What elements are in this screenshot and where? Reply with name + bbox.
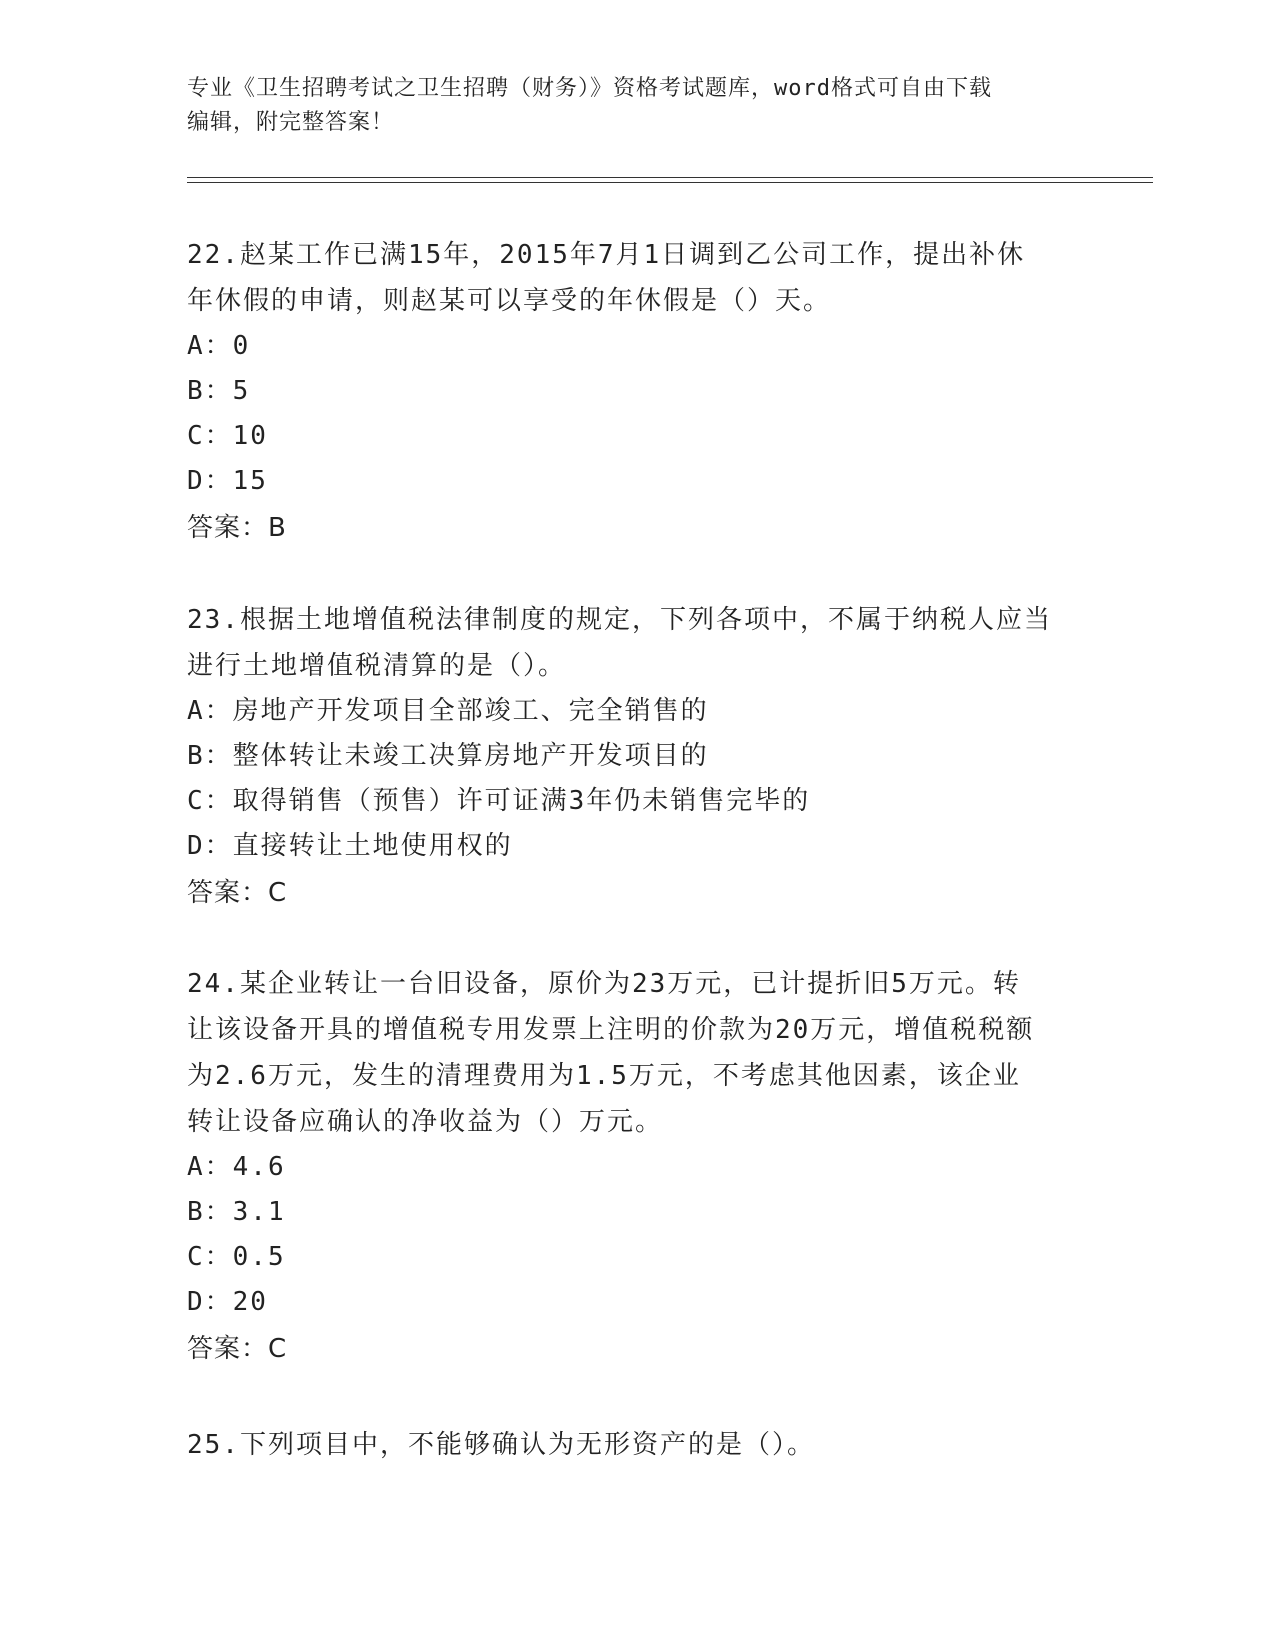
question-stem-line: 进行土地增值税清算的是（）。 [187, 651, 567, 681]
question-stem-line: 为2.6万元，发生的清理费用为1.5万元，不考虑其他因素，该企业 [187, 1061, 1021, 1091]
question-24 [187, 961, 1087, 1373]
question-22 [187, 232, 1087, 552]
option-a: A：4.6 [187, 1152, 286, 1182]
document-header [187, 72, 1067, 140]
answer-line: 答案：B [187, 513, 287, 543]
option-b: B：5 [187, 376, 251, 406]
option-d: D：直接转让土地使用权的 [187, 831, 513, 861]
question-stem-line: 年休假的申请，则赵某可以享受的年休假是（）天。 [187, 286, 832, 316]
option-c: C：取得销售（预售）许可证满3年仍未销售完毕的 [187, 786, 811, 816]
option-d: D：20 [187, 1287, 268, 1317]
question-25 [187, 1422, 1087, 1468]
question-stem-line: 让该设备开具的增值税专用发票上注明的价款为20万元，增值税税额 [187, 1015, 1035, 1045]
option-c: C：10 [187, 421, 268, 451]
question-stem-line: 22.赵某工作已满15年，2015年7月1日调到乙公司工作，提出补休 [187, 240, 1026, 270]
option-a: A：房地产开发项目全部竣工、完全销售的 [187, 696, 709, 726]
question-stem-line: 23.根据土地增值税法律制度的规定，下列各项中，不属于纳税人应当 [187, 605, 1052, 635]
question-stem-line: 25.下列项目中，不能够确认为无形资产的是（）。 [187, 1430, 815, 1460]
answer-line: 答案：C [187, 878, 288, 908]
header-divider-bottom [187, 182, 1153, 183]
question-stem-line: 24.某企业转让一台旧设备，原价为23万元，已计提折旧5万元。转 [187, 969, 1021, 999]
header-divider-top [187, 177, 1153, 178]
answer-line: 答案：C [187, 1334, 288, 1364]
option-d: D：15 [187, 466, 268, 496]
option-a: A：0 [187, 331, 251, 361]
option-b: B：整体转让未竣工决算房地产开发项目的 [187, 741, 709, 771]
option-b: B：3.1 [187, 1197, 286, 1227]
question-stem-line: 转让设备应确认的净收益为（）万元。 [187, 1107, 664, 1137]
question-23 [187, 597, 1087, 917]
option-c: C：0.5 [187, 1242, 286, 1272]
header-line-1: 专业《卫生招聘考试之卫生招聘（财务）》资格考试题库，word格式可自由下载 [187, 76, 992, 101]
header-line-2: 编辑，附完整答案！ [187, 110, 395, 135]
